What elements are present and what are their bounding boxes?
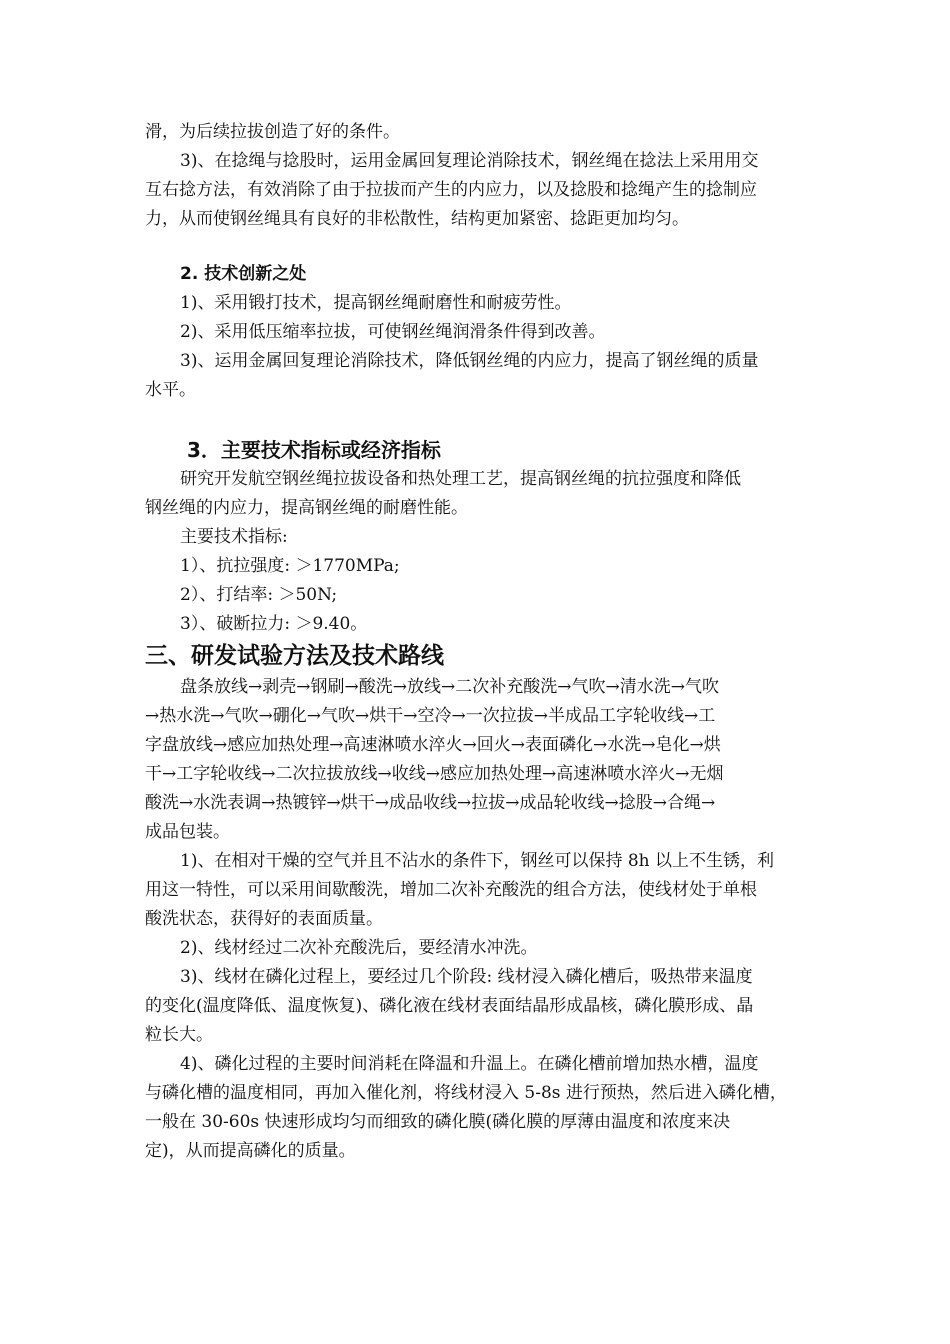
paragraph-line: 3)、在捻绳与捻股时，运用金属回复理论消除技术，钢丝绳在捻法上采用用交 — [180, 151, 759, 171]
route-line: 盘条放线→剥壳→钢刷→酸洗→放线→二次补充酸洗→气吹→清水洗→气吹 — [180, 677, 719, 697]
process-route — [145, 673, 807, 847]
method-point-2 — [145, 934, 807, 963]
indicator-item: 1）、抗拉强度: ＞1770MPa; — [180, 556, 400, 576]
method-point-3 — [145, 963, 807, 1050]
paragraph-line: 1)、在相对干燥的空气并且不沾水的条件下，钢丝可以保持 8h 以上不生锈，利 — [180, 851, 775, 871]
chapter-heading-methods: 三、研发试验方法及技术路线 — [145, 643, 444, 669]
paragraph-line: 的变化(温度降低、温度恢复)、磷化液在线材表面结晶形成晶核，磷化膜形成、晶 — [145, 996, 754, 1016]
paragraph-line: 2)、线材经过二次补充酸洗后，要经清水冲洗。 — [180, 938, 538, 958]
paragraph-continuation: 滑，为后续拉拔创造了好的条件。 — [145, 122, 400, 142]
paragraph-line: 力，从而使钢丝绳具有良好的非松散性，结构更加紧密、捻距更加均匀。 — [145, 209, 689, 229]
indicators-intro-line: 钢丝绳的内应力，提高钢丝绳的耐磨性能。 — [145, 498, 468, 518]
innovation-item: 3)、运用金属回复理论消除技术，降低钢丝绳的内应力，提高了钢丝绳的质量 — [180, 351, 759, 371]
route-line: →热水洗→气吹→硼化→气吹→烘干→空冷→一次拉拔→半成品工字轮收线→工 — [145, 706, 716, 726]
paragraph-line: 3)、线材在磷化过程上，要经过几个阶段: 线材浸入磷化槽后，吸热带来温度 — [180, 967, 753, 987]
indicators-label: 主要技术指标: — [180, 527, 288, 547]
innovation-item: 2)、采用低压缩率拉拔，可使钢丝绳润滑条件得到改善。 — [180, 322, 606, 342]
document-body — [145, 118, 807, 1166]
paragraph-line: 定)，从而提高磷化的质量。 — [145, 1141, 356, 1161]
innovation-item-continuation: 水平。 — [145, 380, 196, 400]
method-point-1 — [145, 847, 807, 934]
method-point-4 — [145, 1050, 807, 1166]
section-heading-indicators: 3．主要技术指标或经济指标 — [187, 438, 441, 462]
route-line: 成品包装。 — [145, 822, 230, 842]
paragraph-line: 与磷化槽的温度相同，再加入催化剂，将线材浸入 5-8s 进行预热，然后进入磷化槽， — [145, 1083, 787, 1103]
route-line: 干→工字轮收线→二次拉拔放线→收线→感应加热处理→高速淋喷水淬火→无烟 — [145, 764, 724, 784]
paragraph-line: 一般在 30-60s 快速形成均匀而细致的磷化膜(磷化膜的厚薄由温度和浓度来决 — [145, 1112, 731, 1132]
route-line: 字盘放线→感应加热处理→高速淋喷水淬火→回火→表面磷化→水洗→皂化→烘 — [145, 735, 721, 755]
paragraph-line: 酸洗状态，获得好的表面质量。 — [145, 909, 383, 929]
section-heading-innovation: 2. 技术创新之处 — [180, 264, 307, 284]
paragraph-line: 粒长大。 — [145, 1025, 213, 1045]
innovation-item: 1)、采用锻打技术，提高钢丝绳耐磨性和耐疲劳性。 — [180, 293, 572, 313]
paragraph-item-3 — [145, 147, 807, 234]
indicator-item: 2）、打结率: ＞50N; — [180, 585, 338, 605]
paragraph-line: 4)、磷化过程的主要时间消耗在降温和升温上。在磷化槽前增加热水槽，温度 — [180, 1054, 759, 1074]
indicators-intro-line: 研究开发航空钢丝绳拉拔设备和热处理工艺，提高钢丝绳的抗拉强度和降低 — [180, 469, 741, 489]
paragraph-line: 互右捻方法，有效消除了由于拉拔而产生的内应力，以及捻股和捻绳产生的捻制应 — [145, 180, 757, 200]
indicator-item: 3）、破断拉力: ＞9.40。 — [180, 614, 368, 634]
paragraph-line: 用这一特性，可以采用间歇酸洗，增加二次补充酸洗的组合方法，使线材处于单根 — [145, 880, 757, 900]
route-line: 酸洗→水洗表调→热镀锌→烘干→成品收线→拉拔→成品轮收线→捻股→合绳→ — [145, 793, 716, 813]
